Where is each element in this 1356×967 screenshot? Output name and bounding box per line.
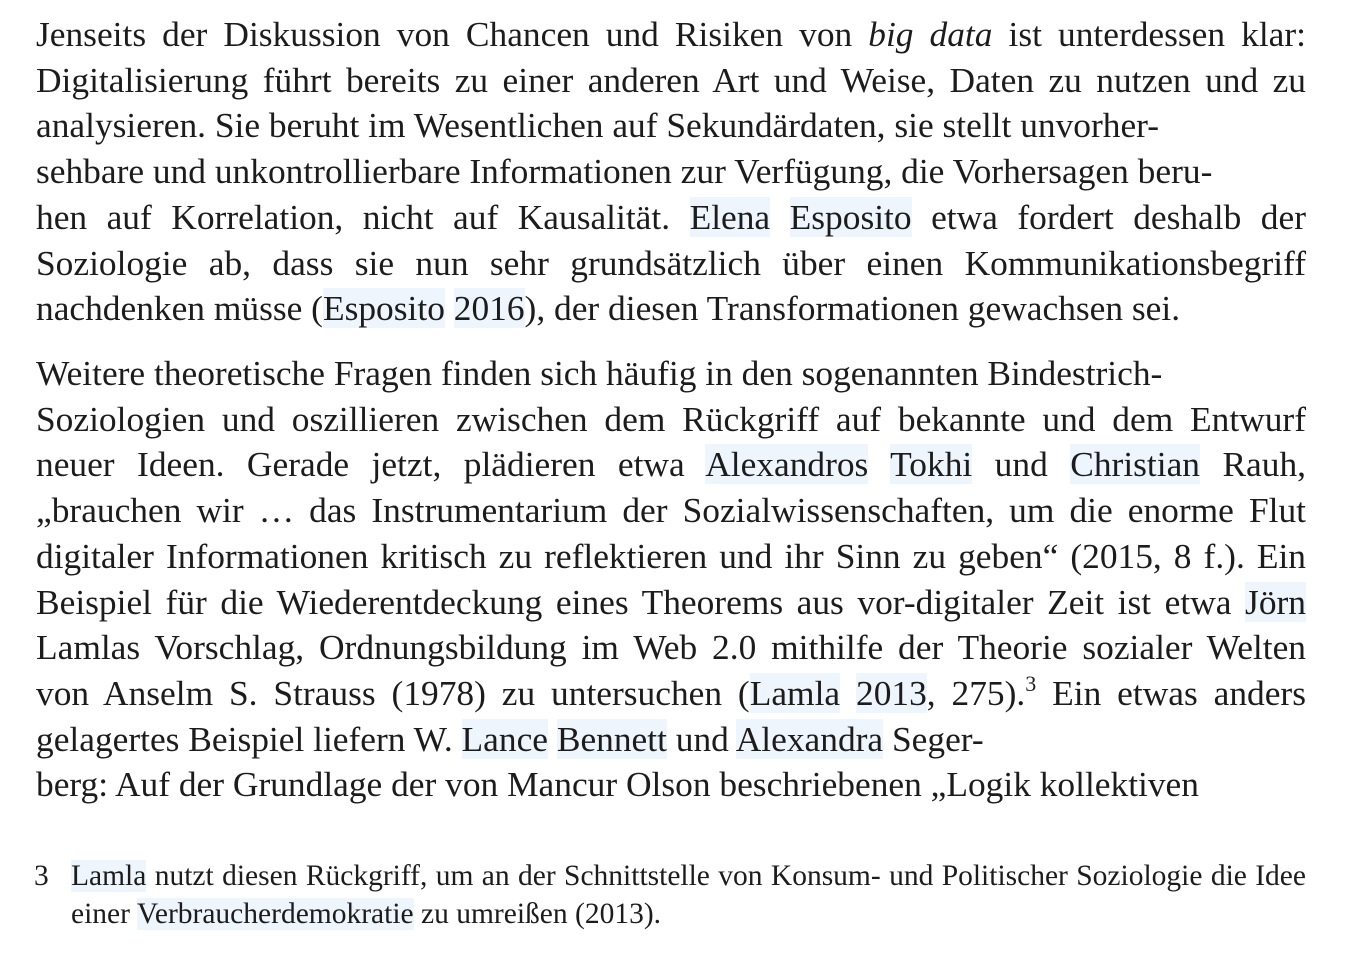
highlighted-term: Verbraucherdemokratie [136,897,414,930]
highlighted-term: Alexandros [705,444,869,485]
text-run [548,719,557,759]
footnote-reference: 3 [1025,670,1037,696]
highlighted-term: 2013 [856,672,927,713]
text-run: Weitere theoretische Fragen finden sich häufig in den sogenannten Bindestrich- [36,353,1163,393]
text-run: hen auf Korrelation, nicht auf Kausalität. [36,196,690,237]
text-run: sehbare und unkontrollierbare Informationen zur Verfügung, die Vorhersagen beru- [36,151,1213,192]
text-run: etwa fordert deshalb der Soziologie ab, dass sie nun sehr grundsätzlich über einen Kommunikationsbegriff nachdenken müsse ( [36,196,1306,329]
text-run [445,288,454,328]
highlighted-term: Christian [1070,444,1200,485]
text-run [840,673,856,713]
text-run [868,444,890,484]
body-paragraph-2 [36,351,1306,808]
text-run: und [666,718,736,759]
highlighted-term: Tokhi [890,444,973,485]
text-run: und [972,444,1071,485]
highlighted-term: Elena [689,196,771,237]
text-run: ), der diesen Transformationen gewachsen sei. [524,288,1181,329]
highlighted-term: Lamla [71,860,147,892]
text-run: , 275). [926,672,1026,713]
highlighted-term: Jörn [1245,581,1306,622]
text-run: zu umreißen (2013). [413,897,662,930]
highlighted-term: Alexandra [735,718,884,759]
text-run: nutzt diesen Rückgriff, um an der Schnittstelle von Konsum- und Politischer Soziologie die Idee einer [71,860,1306,930]
text-run [770,197,790,237]
body-paragraph-1 [36,12,1306,332]
highlighted-term: Bennett [556,718,667,759]
text-run: berg: Auf der Grundlage der von Mancur Olson beschriebenen „Logik kollektiven [36,764,1199,805]
highlighted-term: 2016 [453,288,525,329]
text-run: Seger- [883,718,984,759]
text-run: Ein etwas anders gelagertes Beispiel liefern W. [36,672,1306,759]
highlighted-term: Esposito [322,288,445,329]
footnote-text [71,858,1306,933]
highlighted-term: Esposito [789,196,912,237]
text-run: Soziologien und oszillieren zwischen dem Rückgriff auf bekannte und dem Entwurf neuer Ideen. Gerade jetzt, plädieren etwa [36,398,1306,485]
footnote-number: 3 [34,860,49,892]
text-run: ist unterdessen klar: Digitalisierung führt bereits zu einer anderen Art und Weise, Daten zu nutzen und zu analysieren. Sie beruht im Wesentlichen auf Sekundärdaten, sie stellt unvorher- [36,14,1306,146]
highlighted-term: Lamla [749,672,841,713]
text-run: Rauh, „brauchen wir … das Instrumentarium der Sozialwissenschaften, um die enorme Flut digitaler Informationen kritisch zu reflektieren und ihr Sinn zu geben“ (2015, 8 f.). Ein Beispiel für die Wiederentdeckung eines Theorems aus vor-digitaler Zeit ist etwa [36,444,1307,622]
text-run: Jenseits der Diskussion von Chancen und Risiken von [36,14,869,54]
emphasized-text: big data [868,14,993,54]
highlighted-term: Lance [461,718,548,759]
text-run: Lamlas Vorschlag, Ordnungsbildung im Web 2.0 mithilfe der Theorie sozialer Welten von Anselm S. Strauss (1978) zu untersuchen ( [36,627,1306,713]
